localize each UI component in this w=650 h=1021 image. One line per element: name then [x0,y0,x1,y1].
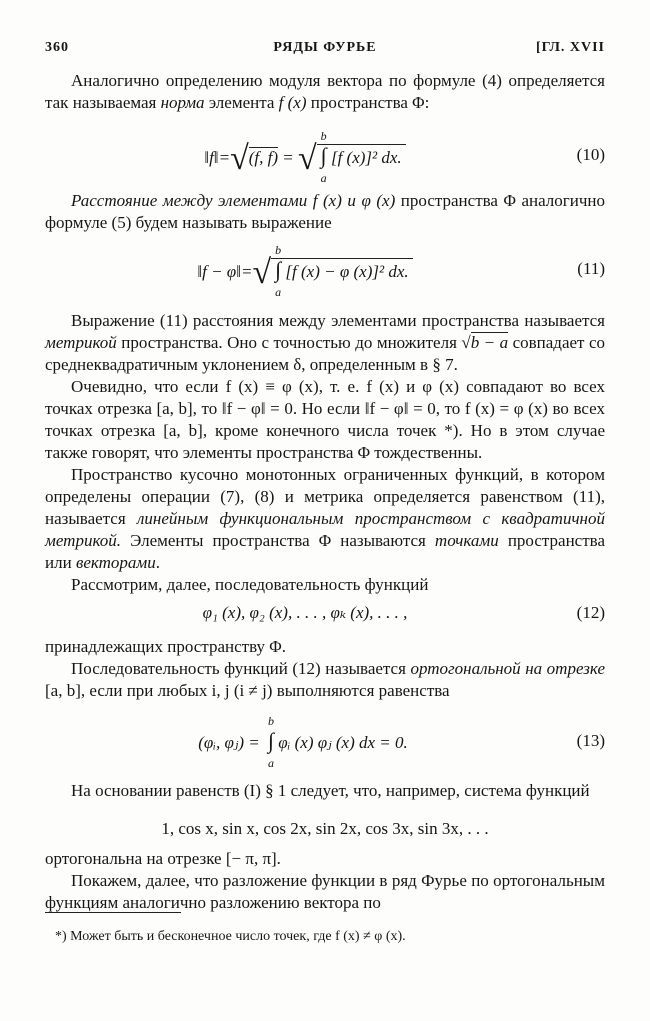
upper-limit: b [320,129,327,143]
page-number: 360 [45,40,69,55]
formula-10 [45,120,605,186]
running-title: РЯДЫ ФУРЬЕ [273,40,377,55]
paragraph-orthogonal-interval: ортогональна на отрезке [− π, π]. [45,849,281,868]
text-span: [a, b], если при любых i, j (i ≠ j) выполняются равенства [45,681,450,700]
equation-number-13: (13) [576,731,605,750]
page-body [45,70,605,914]
sqrt-sign: √ [230,140,249,177]
formula-11 [45,238,605,304]
lower-limit: a [268,756,274,770]
paragraph-metric [45,310,605,376]
text-span: Пространство кусочно монотонных ограниченных функций, в котором определены операции (7), (8) и метрика определяется равенством (11), называется [45,465,605,528]
formula-10-inner-product: (f, f) [248,148,279,167]
formula-11-expression [45,243,565,299]
text-span: совпадает со среднеквадратичным уклонением δ, определенным в § 7. [45,333,605,374]
text-span: Последовательность функций (12) называется [71,659,411,678]
math-phix: φ (x) [355,191,401,210]
text-span: и [347,191,356,210]
equation-number-11: (11) [577,259,605,278]
sqrt-sign: √ [298,140,317,177]
term-metric: метрикой [45,333,117,352]
term-vectors: векторами [75,553,156,572]
formula-10-lhs: ‖f‖= [204,148,231,167]
formula-13 [45,706,605,772]
term-distance: Расстояние между элементами [71,191,308,210]
text-span: пространства Φ аналогично формуле (5) будем называть выражение [45,191,605,232]
formula-11-lhs: ‖f − φ‖= [197,262,253,281]
footnote-rule [45,912,181,913]
paragraph-belonging: принадлежащих пространству Φ. [45,637,286,656]
math-b-minus-a: b − a [470,333,509,352]
chapter-marker: [ГЛ. XVII [535,40,605,55]
text-span: . [155,553,160,572]
paragraph-norm-definition [45,70,605,114]
formula-trig-system [45,810,605,842]
equals-sign: = [278,148,298,167]
text-span: пространства Φ: [306,93,430,112]
footnote: *) Может быть и бесконечное число точек, где f (x) ≠ φ (x). [55,929,406,944]
running-header [45,40,605,60]
paragraph-example: На основании равенств (I) § 1 следует, что, например, система функций [71,781,590,800]
equation-number-12: (12) [576,603,605,622]
trig-system-expression: 1, cos x, sin x, cos 2x, sin 2x, cos 3x, sin 3x, . . . [161,819,489,838]
formula-12-expression: φ₁ (x), φ₂ (x), . . . , φₖ (x), . . . , [202,603,408,622]
term-points: точками [434,531,499,550]
term-orthogonal: ортогональной на отрезке [410,659,605,678]
integral-sign: ∫ [320,143,327,168]
integrand: [f (x)]² dx. [330,148,402,167]
text-span: элемента [204,93,279,112]
lower-limit: a [320,171,327,185]
lower-limit: a [275,285,282,299]
equation-number-10: (10) [576,145,605,164]
paragraph-orthogonal [45,658,605,702]
integrand: [f (x) − φ (x)]² dx. [285,262,409,281]
paragraph-sequence: Рассмотрим, далее, последовательность функций [71,575,429,594]
upper-limit: b [275,243,282,257]
formula-13-lhs: (φᵢ, φⱼ) = [198,733,264,752]
paragraph-distance [45,190,605,234]
term-norm: норма [160,93,205,112]
text-span: пространства. Оно с точностью до множителя [116,333,462,352]
text-span: пространства или [45,531,606,572]
math-fx: f (x) [307,191,348,210]
text-span: Выражение (11) расстояния между элементами пространства называется [71,311,605,330]
integrand: φᵢ (x) φⱼ (x) dx = 0. [278,733,408,752]
formula-10-expression [45,129,565,185]
text-span: Аналогично определению модуля вектора по формуле (4) определяется так называемая [45,71,605,112]
formula-12 [45,602,605,632]
paragraph-expansion: Покажем, далее, что разложение функции в ряд Фурье по ортогональным функциям аналогично разложению вектора по [45,871,605,912]
paragraph-functional-space [45,464,605,574]
formula-13-expression [45,714,565,770]
text-span: Элементы пространства Φ называются [121,531,435,550]
sqrt-sign: √ [461,333,471,352]
upper-limit: b [268,714,274,728]
math-fx: f (x) [278,93,307,112]
paragraph-identity: Очевидно, что если f (x) ≡ φ (x), т. е. f (x) и φ (x) совпадают во всех точках отрезка [a, b], то ‖f − φ‖ = 0. Но если ‖f − φ‖ = 0, то f (x) = φ (x) во всех точках отрезка [a, b], кроме конечного числа точек *). Но в этом случае также говорят, что элементы пространства Φ тождественны. [45,377,605,462]
integral-sign: ∫ [268,728,275,753]
integral-sign: ∫ [275,257,282,282]
term-functional-space: линейным функциональным пространством с квадратичной метрикой. [45,509,605,550]
sqrt-sign: √ [252,254,272,291]
